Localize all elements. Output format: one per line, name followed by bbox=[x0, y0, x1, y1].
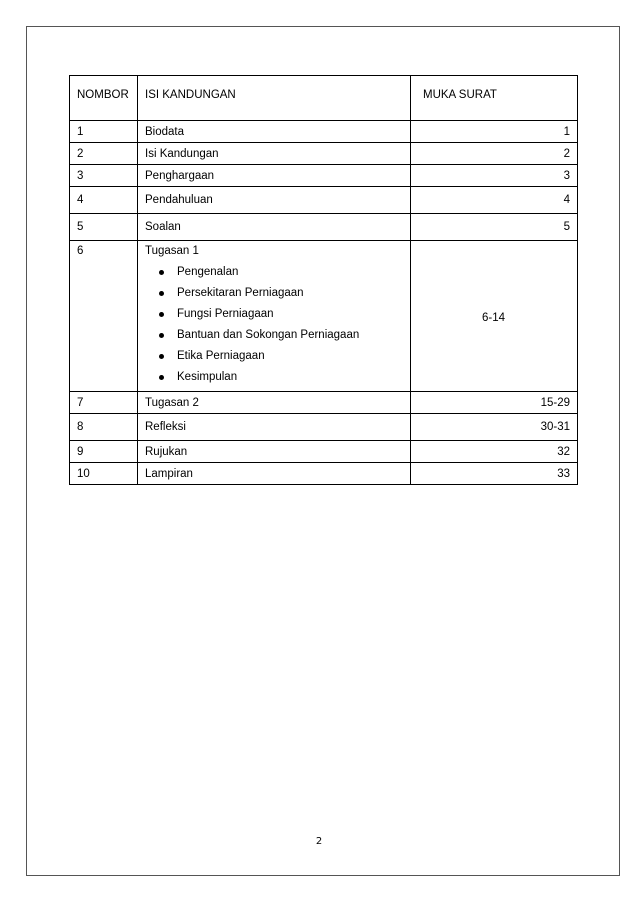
sub-item-label: Pengenalan bbox=[177, 266, 239, 278]
row-content: Pendahuluan bbox=[138, 187, 411, 214]
row-content: Tugasan 2 bbox=[138, 392, 411, 414]
row-content: Soalan bbox=[138, 214, 411, 241]
row-content: Rujukan bbox=[138, 441, 411, 463]
row-content: Refleksi bbox=[138, 414, 411, 441]
row-page: 1 bbox=[411, 121, 578, 143]
row-number: 10 bbox=[70, 463, 138, 485]
row-page: 2 bbox=[411, 143, 578, 165]
list-item bbox=[159, 367, 403, 388]
table-row bbox=[70, 187, 578, 214]
row-content: Penghargaan bbox=[138, 165, 411, 187]
bullet-icon bbox=[159, 333, 164, 338]
row-number: 7 bbox=[70, 392, 138, 414]
list-item bbox=[159, 262, 403, 283]
sub-item-label: Etika Perniagaan bbox=[177, 350, 265, 362]
row-page: 5 bbox=[411, 214, 578, 241]
row-page: 3 bbox=[411, 165, 578, 187]
row-content bbox=[138, 241, 411, 392]
sub-item-list bbox=[145, 262, 403, 391]
sub-item-label: Persekitaran Perniagaan bbox=[177, 287, 304, 299]
table-header-row bbox=[70, 76, 578, 121]
row-content: Isi Kandungan bbox=[138, 143, 411, 165]
bullet-icon bbox=[159, 270, 164, 275]
table-row bbox=[70, 165, 578, 187]
bullet-icon bbox=[159, 312, 164, 317]
row-number: 3 bbox=[70, 165, 138, 187]
sub-item-label: Kesimpulan bbox=[177, 371, 238, 383]
row-page: 30-31 bbox=[411, 414, 578, 441]
row-number: 5 bbox=[70, 214, 138, 241]
row-number: 6 bbox=[70, 241, 138, 392]
sub-item-label: Fungsi Perniagaan bbox=[177, 308, 274, 320]
list-item bbox=[159, 346, 403, 367]
bullet-icon bbox=[159, 375, 164, 380]
header-nombor: NOMBOR bbox=[70, 76, 138, 121]
table-row bbox=[70, 463, 578, 485]
row-page: 4 bbox=[411, 187, 578, 214]
row-content-title: Tugasan 1 bbox=[145, 245, 199, 257]
bullet-icon bbox=[159, 291, 164, 296]
row-number: 8 bbox=[70, 414, 138, 441]
table-row bbox=[70, 392, 578, 414]
header-isi-kandungan: ISI KANDUNGAN bbox=[138, 76, 411, 121]
table-row bbox=[70, 214, 578, 241]
row-page: 6-14 bbox=[411, 241, 578, 392]
row-number: 2 bbox=[70, 143, 138, 165]
table-row bbox=[70, 414, 578, 441]
row-page: 15-29 bbox=[411, 392, 578, 414]
row-number: 9 bbox=[70, 441, 138, 463]
page-number: 2 bbox=[315, 836, 323, 847]
row-number: 1 bbox=[70, 121, 138, 143]
list-item bbox=[159, 325, 403, 346]
row-content: Biodata bbox=[138, 121, 411, 143]
row-page: 33 bbox=[411, 463, 578, 485]
row-page: 32 bbox=[411, 441, 578, 463]
table-row bbox=[70, 441, 578, 463]
table-of-contents bbox=[69, 75, 578, 485]
row-number: 4 bbox=[70, 187, 138, 214]
list-item bbox=[159, 304, 403, 325]
sub-item-label: Bantuan dan Sokongan Perniagaan bbox=[177, 329, 360, 341]
row-content: Lampiran bbox=[138, 463, 411, 485]
table-row bbox=[70, 241, 578, 392]
table-row bbox=[70, 143, 578, 165]
table-row bbox=[70, 121, 578, 143]
header-muka-surat: MUKA SURAT bbox=[411, 76, 578, 121]
list-item bbox=[159, 283, 403, 304]
bullet-icon bbox=[159, 354, 164, 359]
